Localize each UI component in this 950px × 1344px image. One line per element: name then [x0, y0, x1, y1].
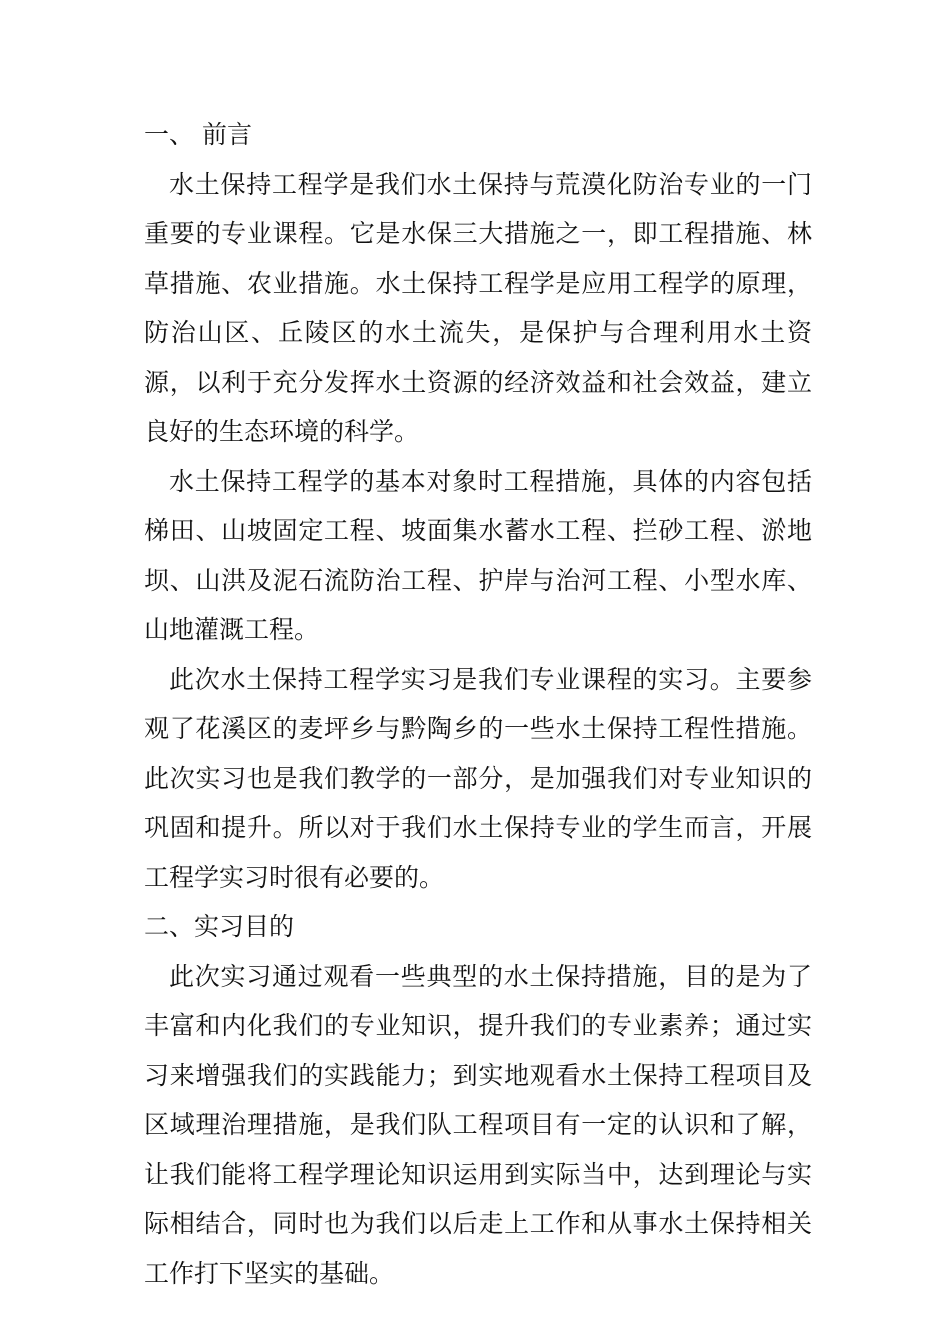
preface-paragraph-1: 水土保持工程学是我们水土保持与荒漠化防治专业的一门重要的专业课程。它是水保三大措施之一，即工程措施、林草措施、农业措施。水土保持工程学是应用工程学的原理，防治山区、丘陵区的水土流失，是保护与合理利用水土资源，以利于充分发挥水土资源的经济效益和社会效益，建立良好的生态环境的科学。 [144, 169, 812, 446]
purpose-paragraph-1: 此次实习通过观看一些典型的水土保持措施，目的是为了丰富和内化我们的专业知识，提升我们的专业素养；通过实习来增强我们的实践能力；到实地观看水土保持工程项目及区域理治理措施，是我们队工程项目有一定的认识和了解，让我们能将工程学理论知识运用到实际当中，达到理论与实际相结合，同时也为我们以后走上工作和从事水土保持相关工作打下坚实的基础。 [144, 961, 812, 1288]
preface-paragraph-3: 此次水土保持工程学实习是我们专业课程的实习。主要参观了花溪区的麦坪乡与黔陶乡的一些水土保持工程性措施。此次实习也是我们教学的一部分，是加强我们对专业知识的巩固和提升。所以对于我们水土保持专业的学生而言，开展工程学实习时很有必要的。 [144, 664, 812, 892]
preface-paragraph-2: 水土保持工程学的基本对象时工程措施，具体的内容包括梯田、山坡固定工程、坡面集水蓄水工程、拦砂工程、淤地坝、山洪及泥石流防治工程、护岸与治河工程、小型水库、山地灌溉工程。 [144, 466, 812, 644]
section-heading-purpose: 二、实习目的 [144, 912, 295, 941]
section-heading-preface: 一、 前言 [144, 120, 252, 149]
document-body [144, 110, 812, 1298]
